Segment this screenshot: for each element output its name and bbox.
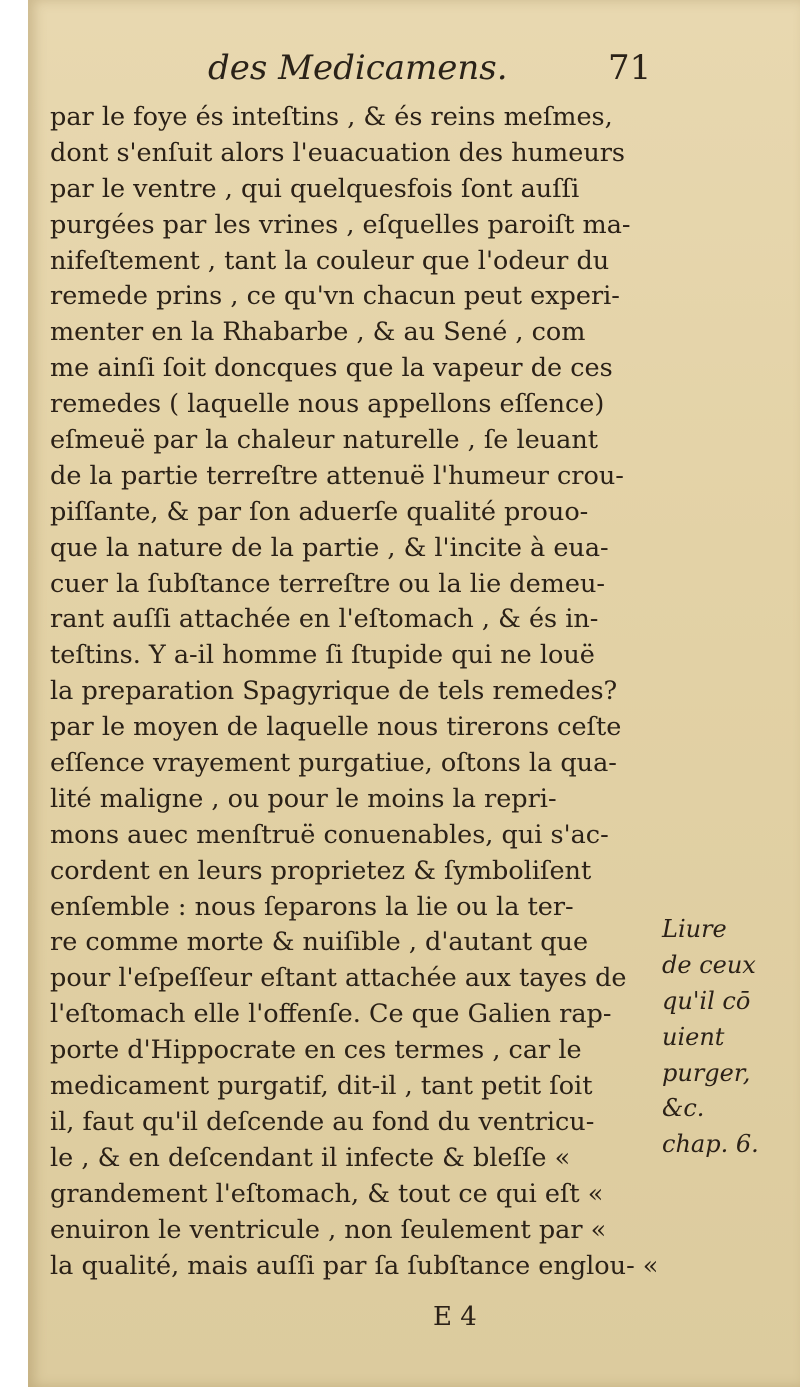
- body-text: [50, 100, 690, 1284]
- text-line: il, faut qu'il deſcende au fond du ventricu-: [50, 1106, 595, 1137]
- text-line: par le moyen de laquelle nous tirerons ceſte: [50, 712, 622, 743]
- text-line: eſſence vrayement purgatiue, oſtons la qua-: [50, 748, 617, 779]
- text-line: lité maligne , ou pour le moins la repri-: [50, 783, 557, 814]
- text-line: menter en la Rhabarbe , & au Sené , com: [50, 317, 586, 348]
- text-line: grandement l'eſtomach, & tout ce qui eſt «: [50, 1178, 604, 1209]
- margin-note: de ceux: [662, 950, 756, 979]
- text-line: dont s'enſuit alors l'euacuation des humeurs: [50, 137, 626, 168]
- text-line: enſemble : nous ſeparons la lie ou la ter-: [50, 891, 574, 922]
- signature-mark: E 4: [433, 1302, 477, 1332]
- text-line: cordent en leurs proprietez & ſymboliſent: [50, 855, 592, 886]
- text-line: l'eſtomach elle l'offenſe. Ce que Galien rap-: [50, 999, 612, 1030]
- text-line: pour l'eſpeſſeur eſtant attachée aux tayes de: [50, 963, 627, 994]
- page-number: 71: [608, 48, 652, 88]
- text-line: la qualité, mais auſſi par ſa ſubſtance englou- «: [50, 1250, 659, 1281]
- text-line: purgées par les vrines , eſquelles paroiſt ma-: [50, 209, 631, 240]
- text-line: eſmeuë par la chaleur naturelle , ſe leuant: [50, 425, 599, 456]
- running-head: [28, 48, 800, 98]
- text-line: remede prins , ce qu'vn chacun peut experi-: [50, 281, 620, 312]
- text-line: nifeſtement , tant la couleur que l'odeur du: [50, 245, 610, 276]
- text-line: enuiron le ventricule , non ſeulement par «: [50, 1214, 607, 1245]
- text-line: cuer la ſubſtance terreſtre ou la lie demeu-: [50, 568, 605, 599]
- text-line: me ainſi ſoit doncques que la vapeur de ces: [50, 353, 613, 384]
- running-title: des Medicamens.: [208, 48, 508, 88]
- text-line: la preparation Spagyrique de tels remedes?: [50, 676, 618, 707]
- book-page: [28, 0, 800, 1387]
- text-line: de la partie terreſtre attenuë l'humeur crou-: [50, 460, 624, 491]
- text-line: rant auſſi attachée en l'eſtomach , & és in-: [50, 604, 599, 635]
- text-line: porte d'Hippocrate en ces termes , car le: [50, 1035, 582, 1066]
- margin-note: uient: [662, 1022, 725, 1051]
- margin-note: qu'il cō: [662, 986, 751, 1015]
- text-line: par le ventre , qui quelquesfois ſont auſſi: [50, 173, 580, 204]
- text-line: teſtins. Y a-il homme ſi ſtupide qui ne louë: [50, 640, 595, 671]
- text-line: re comme morte & nuiſible , d'autant que: [50, 927, 589, 958]
- text-line: medicament purgatif, dit-il , tant petit ſoit: [50, 1071, 593, 1102]
- text-line: le , & en deſcendant il infecte & bleſſe «: [50, 1142, 571, 1173]
- text-line: piſſante, & par ſon aduerſe qualité prouo-: [50, 496, 589, 527]
- margin-note: &c.: [662, 1094, 705, 1123]
- text-line: par le foye és inteſtins , & és reins meſmes,: [50, 102, 613, 132]
- text-line: remedes ( laquelle nous appellons eſſence): [50, 389, 605, 420]
- margin-note: chap. 6.: [662, 1130, 759, 1159]
- margin-notes: [662, 912, 798, 1163]
- text-line: mons auec menſtruë conuenables, qui s'ac-: [50, 819, 609, 850]
- text-line: que la nature de la partie , & l'incite à eua-: [50, 532, 609, 563]
- margin-note: Liure: [662, 915, 727, 943]
- margin-note: purger,: [662, 1058, 751, 1087]
